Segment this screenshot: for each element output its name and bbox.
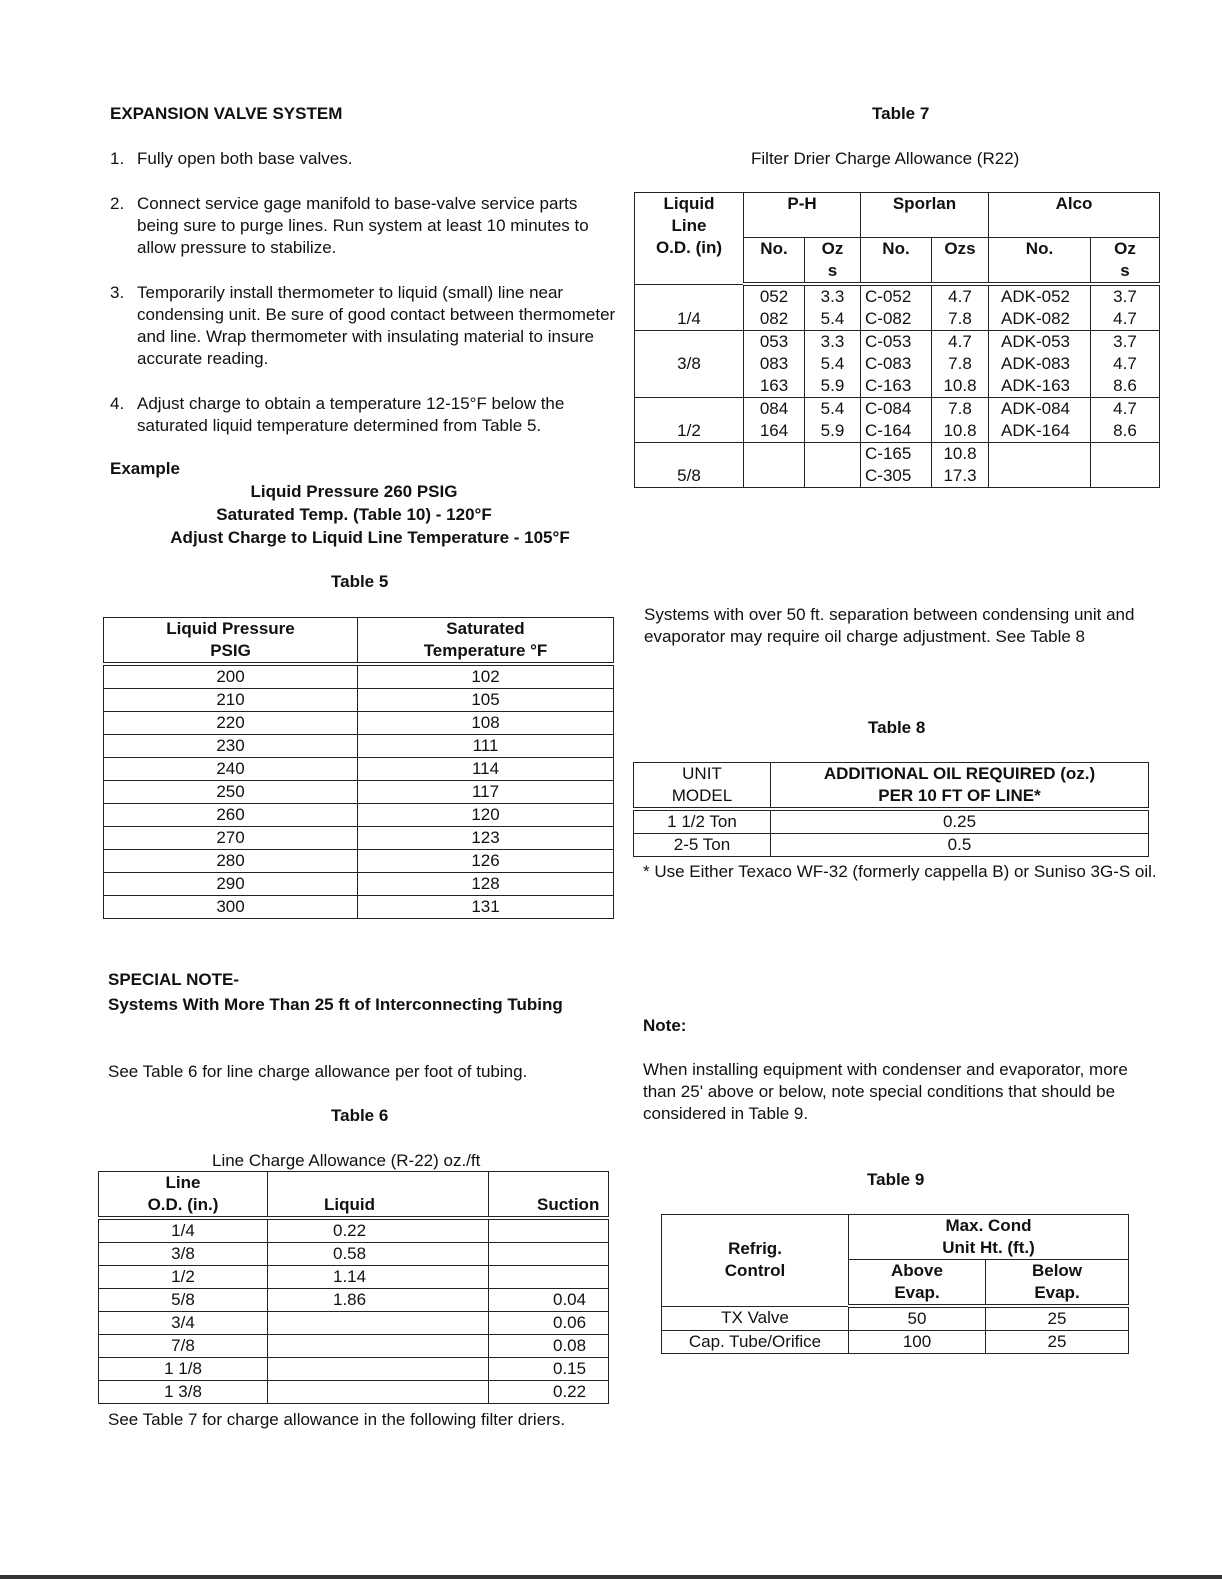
- table-row: 1 1/2 Ton 0.25: [634, 809, 1149, 834]
- table7-header-oz: Oz s: [805, 238, 861, 285]
- table-row: 1 3/8 0.22: [99, 1381, 609, 1404]
- section-heading: EXPANSION VALVE SYSTEM: [110, 104, 343, 123]
- page-bottom-divider: [0, 1575, 1222, 1579]
- table8-footnote: * Use Either Texaco WF-32 (formerly cappella B) or Suniso 3G-S oil.: [643, 862, 1157, 881]
- table-row: 1/2 084 164 5.4 5.9 C-084 C-164 7.8 10.8 ADK-084 ADK-164 4.7 8.6: [635, 398, 1160, 443]
- table7-header-ozs: Ozs: [932, 238, 989, 285]
- table7: [634, 192, 1160, 488]
- see-table7-text: See Table 7 for charge allowance in the following filter driers.: [108, 1410, 566, 1429]
- example-label: Example: [110, 459, 180, 478]
- steps-list: [110, 148, 620, 460]
- table8-header-model: UNIT MODEL: [634, 763, 771, 810]
- table-row: 250 117: [104, 781, 614, 804]
- table-row: 3/8 0.58: [99, 1243, 609, 1266]
- table5-header-temp: Saturated Temperature °F: [358, 618, 614, 665]
- example-line: Liquid Pressure 260 PSIG: [250, 482, 458, 501]
- table-row: 220 108: [104, 712, 614, 735]
- table-row: 1 1/8 0.15: [99, 1358, 609, 1381]
- table-row: 200 102: [104, 664, 614, 689]
- table-row: 3/4 0.06: [99, 1312, 609, 1335]
- table-row: 1/4 052 082 3.3 5.4 C-052 C-082 4.7 7.8 ADK-052 ADK-082 3.7 4.7: [635, 284, 1160, 331]
- table-row: 2-5 Ton 0.5: [634, 834, 1149, 857]
- table6: [98, 1171, 609, 1404]
- table8-header-oil: ADDITIONAL OIL REQUIRED (oz.) PER 10 FT OF LINE*: [771, 763, 1149, 810]
- table5-header-pressure: Liquid Pressure PSIG: [104, 618, 358, 665]
- special-note: SPECIAL NOTE-: [108, 970, 239, 989]
- table-row: 5/8 C-165 C-305 10.8 17.3: [635, 443, 1160, 488]
- table-row: 1/4 0.22: [99, 1218, 609, 1243]
- table-row: 270 123: [104, 827, 614, 850]
- table-row: TX Valve 50 25: [662, 1306, 1129, 1331]
- list-item: 2. Connect service gage manifold to base-valve service parts being sure to purge lines. Run system at least 10 minutes to allow pressure to stabilize.: [110, 194, 589, 257]
- example-line: Saturated Temp. (Table 10) - 120°F: [216, 505, 492, 524]
- table7-header-no: No.: [989, 238, 1091, 285]
- table-row: 5/8 1.86 0.04: [99, 1289, 609, 1312]
- table9: [661, 1214, 1129, 1354]
- table7-header-no: No.: [861, 238, 932, 285]
- list-item: 1. Fully open both base valves.: [110, 149, 353, 168]
- table-row: 7/8 0.08: [99, 1335, 609, 1358]
- table9-header-above: Above Evap.: [849, 1260, 986, 1307]
- table9-header-max: Max. Cond Unit Ht. (ft.): [849, 1215, 1129, 1260]
- special-title: Systems With More Than 25 ft of Interconnecting Tubing: [108, 995, 563, 1014]
- table7-header-alco: Alco: [989, 193, 1160, 238]
- table-row: 3/8 053 083 163 3.3 5.4 5.9 C-053 C-083 C-163 4.7 7.8 10.8 ADK-053 ADK-083 ADK-163 3.7 4.7 8.6: [635, 331, 1160, 398]
- table7-header-sporlan: Sporlan: [861, 193, 989, 238]
- table-row: 300 131: [104, 896, 614, 919]
- table7-header-line: Liquid Line O.D. (in): [635, 193, 744, 285]
- table6-caption: Line Charge Allowance (R-22) oz./ft: [212, 1151, 481, 1170]
- oil-paragraph: Systems with over 50 ft. separation between condensing unit and evaporator may require oil charge adjustment. See Table 8: [644, 605, 1135, 646]
- list-item: 4. Adjust charge to obtain a temperature 12-15°F below the saturated liquid temperature determined from Table 5.: [110, 394, 565, 435]
- table6-title: Table 6: [331, 1106, 389, 1125]
- table-row: 280 126: [104, 850, 614, 873]
- example-block: [110, 480, 620, 549]
- list-item: 3. Temporarily install thermometer to liquid (small) line near condensing unit. Be sure of good contact between thermometer and line. Wrap thermometer with insulating material to insure accurate reading.: [110, 283, 616, 368]
- table6-header-line: Line O.D. (in.): [99, 1172, 268, 1219]
- table9-header-refrig: Refrig. Control: [662, 1215, 849, 1307]
- table9-title: Table 9: [867, 1170, 925, 1189]
- table7-title: Table 7: [872, 104, 930, 123]
- table-row: 290 128: [104, 873, 614, 896]
- note-text: When installing equipment with condenser and evaporator, more than 25' above or below, note special conditions that should be considered in Table 9.: [643, 1060, 1128, 1123]
- example-line: Adjust Charge to Liquid Line Temperature - 105°F: [170, 528, 570, 547]
- table-row: 1/2 1.14: [99, 1266, 609, 1289]
- table-row: 230 111: [104, 735, 614, 758]
- table6-header-suction: Suction: [489, 1172, 609, 1219]
- table7-header-no: No.: [744, 238, 805, 285]
- table5-title: Table 5: [331, 572, 389, 591]
- see-table6-text: See Table 6 for line charge allowance per foot of tubing.: [108, 1062, 528, 1081]
- table7-caption: Filter Drier Charge Allowance (R22): [751, 149, 1020, 168]
- table6-header-liquid: Liquid: [268, 1172, 489, 1219]
- note-label: Note:: [643, 1016, 687, 1035]
- table-row: Cap. Tube/Orifice 100 25: [662, 1331, 1129, 1354]
- table8-title: Table 8: [868, 718, 926, 737]
- table7-header-ph: P-H: [744, 193, 861, 238]
- table5: [103, 617, 614, 919]
- table7-header-oz: Oz s: [1091, 238, 1160, 285]
- table9-header-below: Below Evap.: [986, 1260, 1129, 1307]
- table-row: 240 114: [104, 758, 614, 781]
- table-row: 260 120: [104, 804, 614, 827]
- table8: [633, 762, 1149, 857]
- table-row: 210 105: [104, 689, 614, 712]
